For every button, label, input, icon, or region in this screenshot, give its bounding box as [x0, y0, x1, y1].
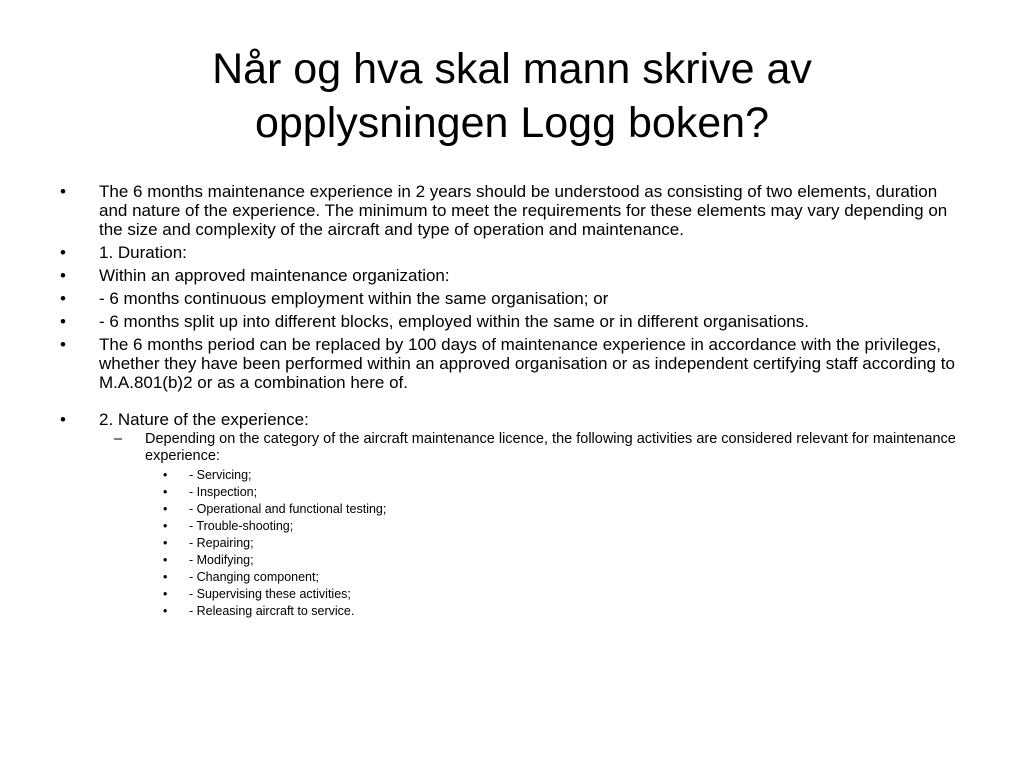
- activity-item: [145, 484, 970, 501]
- bullet-item: [58, 182, 970, 239]
- bullet-glyph: •: [163, 519, 168, 533]
- bullet-glyph: •: [163, 536, 168, 550]
- bullet-text: Within an approved maintenance organization:: [99, 266, 450, 285]
- bullet-glyph: •: [60, 312, 66, 331]
- slide-title: [100, 42, 924, 150]
- bullet-item: [58, 312, 970, 331]
- bullet-item: [58, 410, 970, 620]
- bullet-glyph: •: [60, 266, 66, 285]
- sub-item: [99, 431, 970, 620]
- bullet-glyph: •: [60, 289, 66, 308]
- sub-item-text: Depending on the category of the aircraft maintenance licence, the following activities are considered relevant for maintenance experience:: [145, 431, 956, 464]
- activity-item: [145, 603, 970, 620]
- activity-text: - Trouble-shooting;: [189, 519, 294, 533]
- activity-item: [145, 467, 970, 484]
- bullet-text: 1. Duration:: [99, 243, 187, 262]
- activity-text: - Releasing aircraft to service.: [189, 604, 355, 618]
- activity-text: - Repairing;: [189, 536, 254, 550]
- bullet-item: [58, 335, 970, 392]
- bullet-item: [58, 266, 970, 285]
- activity-item: [145, 518, 970, 535]
- bullet-list: [58, 182, 970, 620]
- bullet-text: 2. Nature of the experience:: [99, 410, 309, 429]
- activity-item: [145, 552, 970, 569]
- bullet-text: The 6 months period can be replaced by 100 days of maintenance experience in accordance with the privileges, whether they have been performed within an approved organisation or as independent certifying staff according to M.A.801(b)2 or as a combination here of.: [99, 335, 955, 392]
- bullet-glyph: •: [163, 553, 168, 567]
- activity-item: [145, 586, 970, 603]
- bullet-glyph: •: [60, 243, 66, 262]
- activity-text: - Modifying;: [189, 553, 254, 567]
- slide-body: [58, 182, 970, 624]
- activity-text: - Servicing;: [189, 468, 252, 482]
- title-line-2: opplysningen Logg boken?: [254, 99, 770, 147]
- bullet-glyph: •: [163, 485, 168, 499]
- bullet-glyph: •: [60, 182, 66, 201]
- activity-item: [145, 569, 970, 586]
- dash-glyph: –: [114, 431, 123, 447]
- bullet-item: [58, 289, 970, 308]
- activity-item: [145, 535, 970, 552]
- activity-text: - Changing component;: [189, 570, 319, 584]
- activity-text: - Operational and functional testing;: [189, 502, 387, 516]
- bullet-glyph: •: [163, 502, 168, 516]
- bullet-item: [58, 243, 970, 262]
- title-line-1: Når og hva skal mann skrive av: [212, 45, 812, 93]
- activity-text: - Supervising these activities;: [189, 587, 351, 601]
- bullet-text: - 6 months continuous employment within the same organisation; or: [99, 289, 609, 308]
- activity-item: [145, 501, 970, 518]
- bullet-glyph: •: [60, 410, 66, 429]
- bullet-text: The 6 months maintenance experience in 2 years should be understood as consisting of two elements, duration and nature of the experience. The minimum to meet the requirements for these elements may vary depending on the size and complexity of the aircraft and type of operation and maintenance.: [99, 182, 948, 239]
- bullet-glyph: •: [163, 587, 168, 601]
- bullet-glyph: •: [163, 468, 168, 482]
- bullet-glyph: •: [163, 570, 168, 584]
- bullet-glyph: •: [163, 604, 168, 618]
- activity-list: [145, 467, 970, 620]
- sub-list: [99, 431, 970, 620]
- bullet-text: - 6 months split up into different blocks, employed within the same or in different organisations.: [99, 312, 809, 331]
- activity-text: - Inspection;: [189, 485, 258, 499]
- bullet-glyph: •: [60, 335, 66, 354]
